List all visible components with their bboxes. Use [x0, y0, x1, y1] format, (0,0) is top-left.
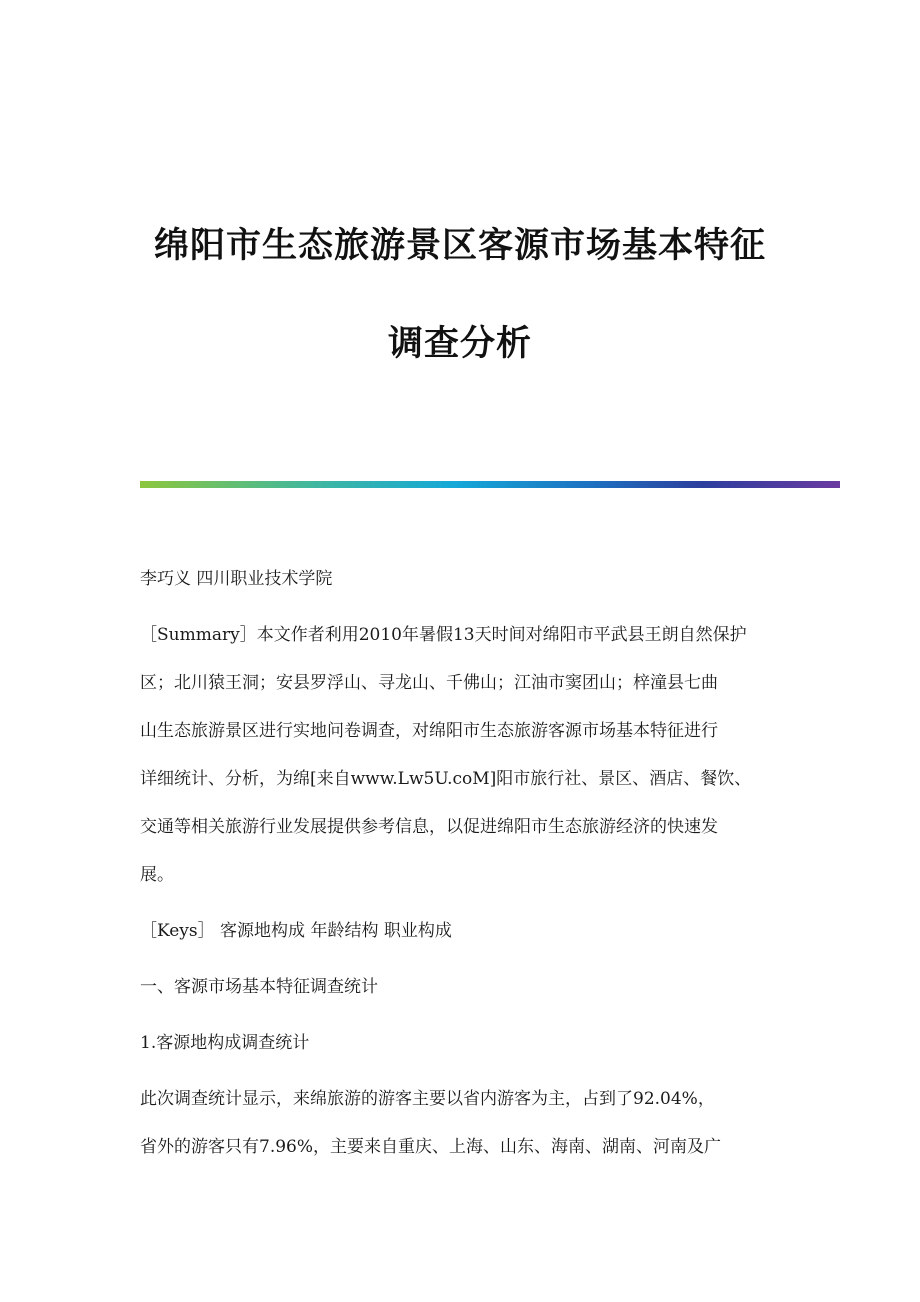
summary-line: 交通等相关旅游行业发展提供参考信息，以促进绵阳市生态旅游经济的快速发: [140, 817, 718, 837]
subsection-heading: 1.客源地构成调查统计: [140, 1033, 310, 1053]
body-line: 省外的游客只有7.96%，主要来自重庆、上海、山东、海南、湖南、河南及广: [140, 1137, 722, 1157]
keywords-line: ［Keys］ 客源地构成 年龄结构 职业构成: [140, 921, 452, 941]
body-line: 此次调查统计显示，来绵旅游的游客主要以省内游客为主，占到了92.04%，: [140, 1089, 715, 1109]
summary-line: 区；北川猿王洞；安县罗浮山、寻龙山、千佛山；江油市窦团山；梓潼县七曲: [140, 673, 718, 693]
body-paragraph: [140, 1075, 780, 1171]
summary-line: 详细统计、分析，为绵[来自www.Lw5U.coM]阳市旅行社、景区、酒店、餐饮、: [140, 769, 752, 789]
summary-line: ［Summary］本文作者利用2010年暑假13天时间对绵阳市平武县王朗自然保护: [140, 625, 747, 645]
author-affiliation: 李巧义 四川职业技术学院: [140, 569, 333, 589]
document-title-line-2: 调查分析: [387, 324, 532, 364]
summary-line: 展。: [140, 865, 174, 885]
section-heading: 一、客源市场基本特征调查统计: [140, 977, 378, 997]
document-title-line-1: 绵阳市生态旅游景区客源市场基本特征: [153, 226, 766, 266]
gradient-divider: [140, 481, 840, 488]
summary-paragraph: [140, 611, 780, 899]
summary-line: 山生态旅游景区进行实地问卷调查，对绵阳市生态旅游客源市场基本特征进行: [140, 721, 718, 741]
